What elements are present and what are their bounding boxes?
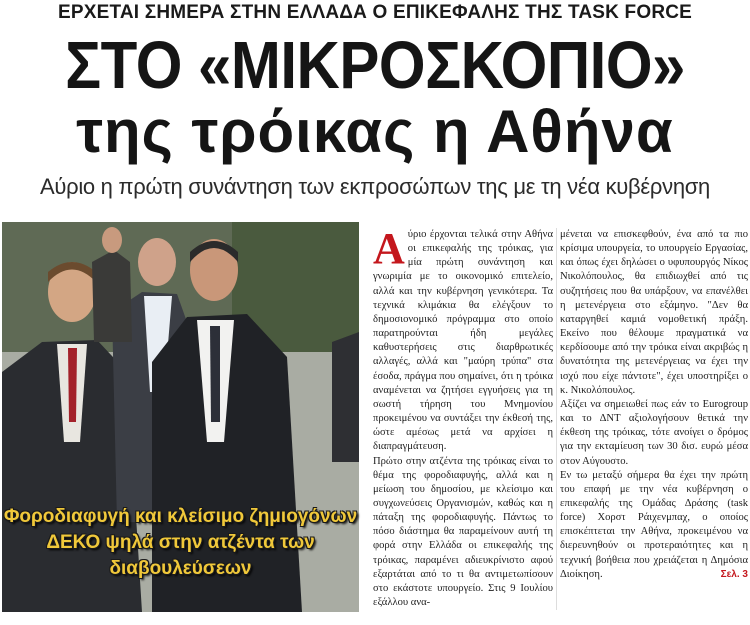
deck: Αύριο η πρώτη συνάντηση των εκπροσώπων της με τη νέα κυβέρνηση [40, 174, 710, 199]
dropcap: Α [373, 224, 405, 273]
headline-line-2: της τρόικας η Αθήνα [76, 98, 674, 165]
col2-paragraph-3-text: Εν τω μεταξύ σήμερα θα έχει την πρώτη του επαφή με την νέα κυβέρνηση ο επικεφαλής της Ομάδας Δράσης (task force) Χορστ Ράιχενμπαχ, ο οποίος επισκέπτεται την Αθήνα, προκειμένου να διερευνηθούν οι προτεραιότητες και η τεχνική βοήθεια που χρειάζεται η Δημόσια Διοίκηση. [560, 469, 748, 580]
col2-paragraph-2: Αξίζει να σημειωθεί πως εάν το Eurogroup και το ΔΝΤ αξιολογήσουν θετικά την έκθεση της τρόικας, τότε ανοίγει ο δρόμος για την εκταμίευση των 30 δισ. ευρώ μέσα στον Αύγουστο. [560, 398, 748, 467]
page-reference: Σελ. 3 [720, 568, 748, 580]
kicker: ΕΡΧΕΤΑΙ ΣΗΜΕΡΑ ΣΤΗΝ ΕΛΛΑΔΑ Ο ΕΠΙΚΕΦΑΛΗΣ ΤΗΣ TASK FORCE [57, 2, 693, 23]
headline-line-1: ΣΤΟ «ΜΙΚΡΟΣΚΟΠΙΟ» [65, 27, 685, 103]
col1-paragraph-2: Πρώτο στην ατζέντα της τρόικας είναι το θέμα της φοροδιαφυγής, αλλά και η μείωση του δημοσίου, με κλείσιμο και συγχωνεύσεις Οργανισμών, καθώς και η πάταξη της φοροδιαφυγής. Πάντως το πόσο διάστημα θα παραμείνουν αυτή τη φορά στην Ελλάδα οι επικεφαλής της τρόικας, παραμένει αδιευκρίνιστο αφού εξαρτάται από το τι θα αντιμετωπίσουν στο εκάστοτε υπουργείο. Στις 9 Ιουλίου εξάλλου ανα- [373, 455, 553, 609]
photo-caption: Φοροδιαφυγή και κλείσιμο ζημιογόνων ΔΕΚΟ ψηλά στην ατζέντα των διαβουλεύσεων [3, 506, 358, 579]
col1-paragraph-1: ύριο έρχονται τελικά στην Αθήνα οι επικεφαλής της τρόικας, για μία πρώτη συνάντηση και γνωριμία με το οικονομικό επιτελείο, αλλά και την κυβέρνηση γενικότερα. Τα τεχνικά κλιμάκια θα ελέγξουν το δημοσιονομικό πρόγραμμα στο οποίο παρατηρούνται ήδη μεγάλες καθυστερήσεις στις διαρθρωτικές αλλαγές, αλλά και "μαύρη τρύπα" στα έσοδα, πράγμα που σημαίνει, ότι η τρόικα αναμένεται να ζητήσει εγγυήσεις για τη σωστή τήρηση του Μνημονίου προκειμένου να συντάξει την έκθεσή της, ώστε αμέσως μετά να αρχίσει η διαπραγμάτευση. [373, 229, 553, 453]
article-column-2 [560, 228, 748, 582]
article-column-1 [373, 224, 553, 610]
col2-paragraph-1: μένεται να επισκεφθούν, ένα από τα πιο κρίσιμα υπουργεία, το υπουργείο Εργασίας, και όπως έχει δηλώσει ο υφυπουργός Νίκος Νικολόπουλος, θα επιδιωχθεί από τις συζητήσεις που θα υπάρξουν, να επανέλθει η μετενέργεια στο εξάμηνο. "Δεν θα καταργηθεί καμιά νομοθετική πράξη. Εκείνο που θέλουμε πραγματικά να κερδίσουμε από την τρόικα είναι ακριβώς η δυνατότητα της μετενέργειας να έχει την ισχύ που είχε πάντοτε", έχει υποστηρίξει ο κ. Νικολόπουλος. [560, 229, 748, 396]
col2-paragraph-3 [560, 469, 748, 582]
column-divider [556, 228, 557, 610]
